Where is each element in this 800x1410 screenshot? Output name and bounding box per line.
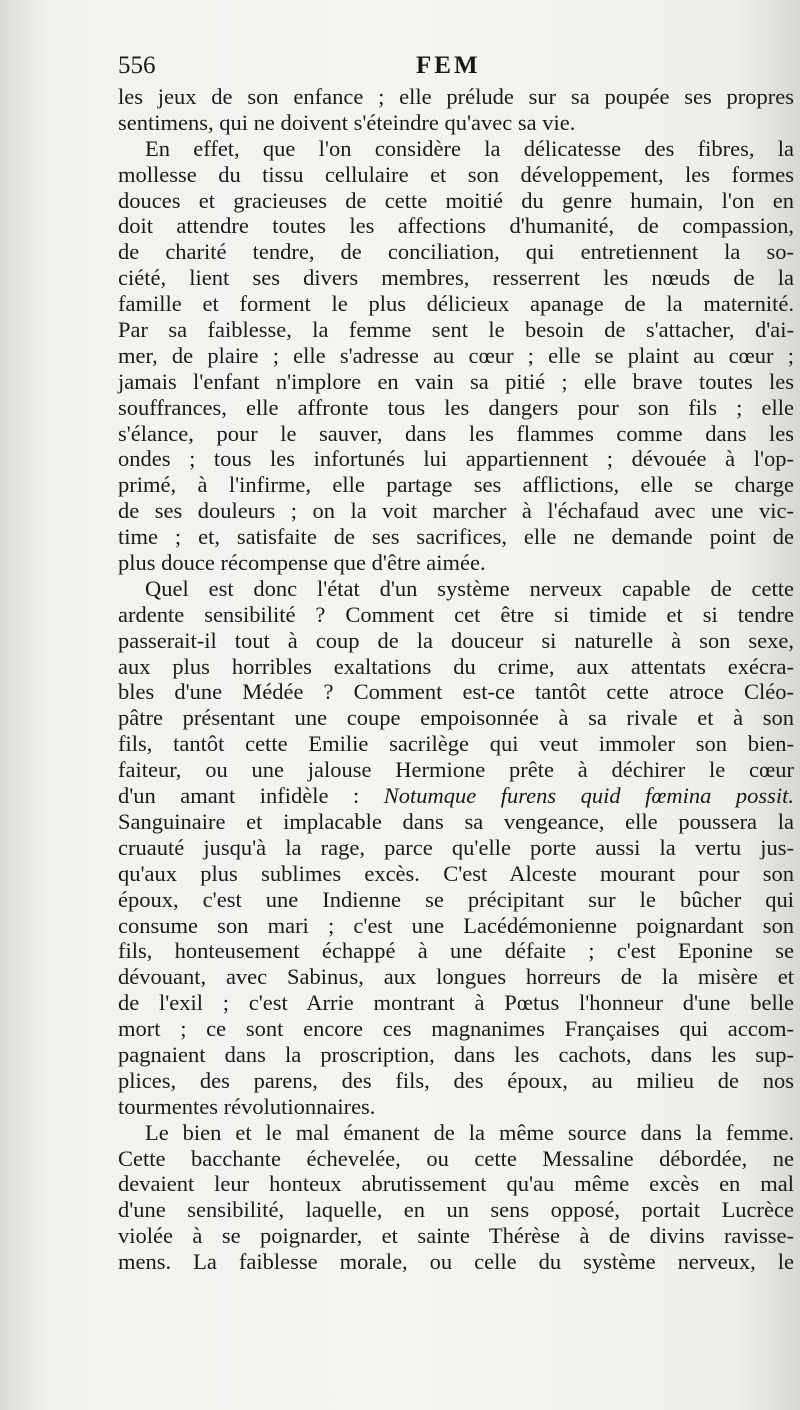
- running-head: FEM: [416, 52, 481, 79]
- text-line: dévouant, avec Sabinus, aux longues horreurs de la misère et: [118, 964, 794, 990]
- page-header: [118, 50, 790, 82]
- text-line: passerait-il tout à coup de la douceur si naturelle à son sexe,: [118, 627, 794, 653]
- text-line: violée à se poignarder, et sainte Thérèse à de divins ravisse-: [118, 1223, 794, 1249]
- paragraph: [118, 1120, 794, 1275]
- text-line: pagnaient dans la proscription, dans les cachots, dans les sup-: [118, 1041, 794, 1067]
- body-text: [118, 84, 794, 1275]
- text-line: souffrances, elle affronte tous les dangers pour son fils ; elle: [118, 394, 794, 420]
- text-line: consume son mari ; c'est une Lacédémonienne poignardant son: [118, 912, 794, 938]
- text-line: famille et forment le plus délicieux apanage de la maternité.: [118, 291, 794, 317]
- text-line: de ses douleurs ; on la voit marcher à l'échafaud avec une vic-: [118, 498, 794, 524]
- text-line: s'élance, pour le sauver, dans les flammes comme dans les: [118, 420, 794, 446]
- text-line: time ; et, satisfaite de ses sacrifices, elle ne demande point de: [118, 524, 794, 550]
- text-line-with-quote: [118, 783, 794, 809]
- text-line: pâtre présentant une coupe empoisonnée à sa rivale et à son: [118, 705, 794, 731]
- text-line: qu'aux plus sublimes excès. C'est Alceste mourant pour son: [118, 860, 794, 886]
- text-line: mollesse du tissu cellulaire et son développement, les formes: [118, 161, 794, 187]
- text-line: de l'exil ; c'est Arrie montrant à Pœtus l'honneur d'une belle: [118, 990, 794, 1016]
- text-line: mens. La faiblesse morale, ou celle du système nerveux, le: [118, 1249, 794, 1275]
- text-line: de charité tendre, de conciliation, qui entretiennent la so-: [118, 239, 794, 265]
- text-line: ondes ; tous les infortunés lui appartiennent ; dévouée à l'op-: [118, 446, 794, 472]
- text-line: sentimens, qui ne doivent s'éteindre qu'avec sa vie.: [118, 109, 576, 135]
- text-line: devaient leur honteux abrutissement qu'au même excès en mal: [118, 1171, 794, 1197]
- text-line: bles d'une Médée ? Comment est-ce tantôt cette atroce Cléo-: [118, 679, 794, 705]
- paragraph: [118, 576, 794, 1120]
- text-line: mer, de plaire ; elle s'adresse au cœur ; elle se plaint au cœur ;: [118, 342, 794, 368]
- text-line: Cette bacchante échevelée, ou cette Messaline débordée, ne: [118, 1145, 794, 1171]
- text-line: ciété, lient ses divers membres, resserrent les nœuds de la: [118, 265, 794, 291]
- text-line: En effet, que l'on considère la délicatesse des fibres, la: [145, 135, 794, 161]
- text-line: plus douce récompense que d'être aimée.: [118, 550, 486, 576]
- text-line: d'un amant infidèle :: [118, 783, 384, 809]
- text-line: cruauté jusqu'à la rage, parce qu'elle porte aussi la vertu jus-: [118, 834, 794, 860]
- text-line: Quel est donc l'état d'un système nerveux capable de cette: [145, 575, 794, 601]
- text-line: fils, tantôt cette Emilie sacrilège qui veut immoler son bien-: [118, 731, 794, 757]
- text-line: Le bien et le mal émanent de la même source dans la femme.: [145, 1119, 794, 1145]
- text-line: aux plus horribles exaltations du crime, aux attentats exécra-: [118, 653, 794, 679]
- text-line: tourmentes révolutionnaires.: [118, 1093, 376, 1119]
- text-line: ardente sensibilité ? Comment cet être si timide et si tendre: [118, 601, 794, 627]
- paragraph: [118, 84, 794, 136]
- text-line: époux, c'est une Indienne se précipitant sur le bûcher qui: [118, 886, 794, 912]
- text-line: faiteur, ou une jalouse Hermione prête à déchirer le cœur: [118, 757, 794, 783]
- page-number: 556: [118, 52, 156, 79]
- latin-quote: Notumque furens quid fœmina possit.: [383, 783, 794, 809]
- text-line: plices, des parens, des fils, des époux, au milieu de nos: [118, 1067, 794, 1093]
- text-line: Par sa faiblesse, la femme sent le besoin de s'attacher, d'ai-: [118, 317, 794, 343]
- text-line: fils, honteusement échappé à une défaite ; c'est Eponine se: [118, 938, 794, 964]
- text-line: mort ; ce sont encore ces magnanimes Françaises qui accom-: [118, 1016, 794, 1042]
- text-line: jamais l'enfant n'implore en vain sa pitié ; elle brave toutes les: [118, 368, 794, 394]
- text-line: d'une sensibilité, laquelle, en un sens opposé, portait Lucrèce: [118, 1197, 794, 1223]
- text-line: primé, à l'infirme, elle partage ses afflictions, elle se charge: [118, 472, 794, 498]
- text-line: les jeux de son enfance ; elle prélude sur sa poupée ses propres: [118, 84, 794, 109]
- text-line: Sanguinaire et implacable dans sa vengeance, elle poussera la: [118, 808, 794, 834]
- text-line: doit attendre toutes les affections d'humanité, de compassion,: [118, 213, 794, 239]
- text-line: douces et gracieuses de cette moitié du genre humain, l'on en: [118, 187, 794, 213]
- paragraph: [118, 136, 794, 576]
